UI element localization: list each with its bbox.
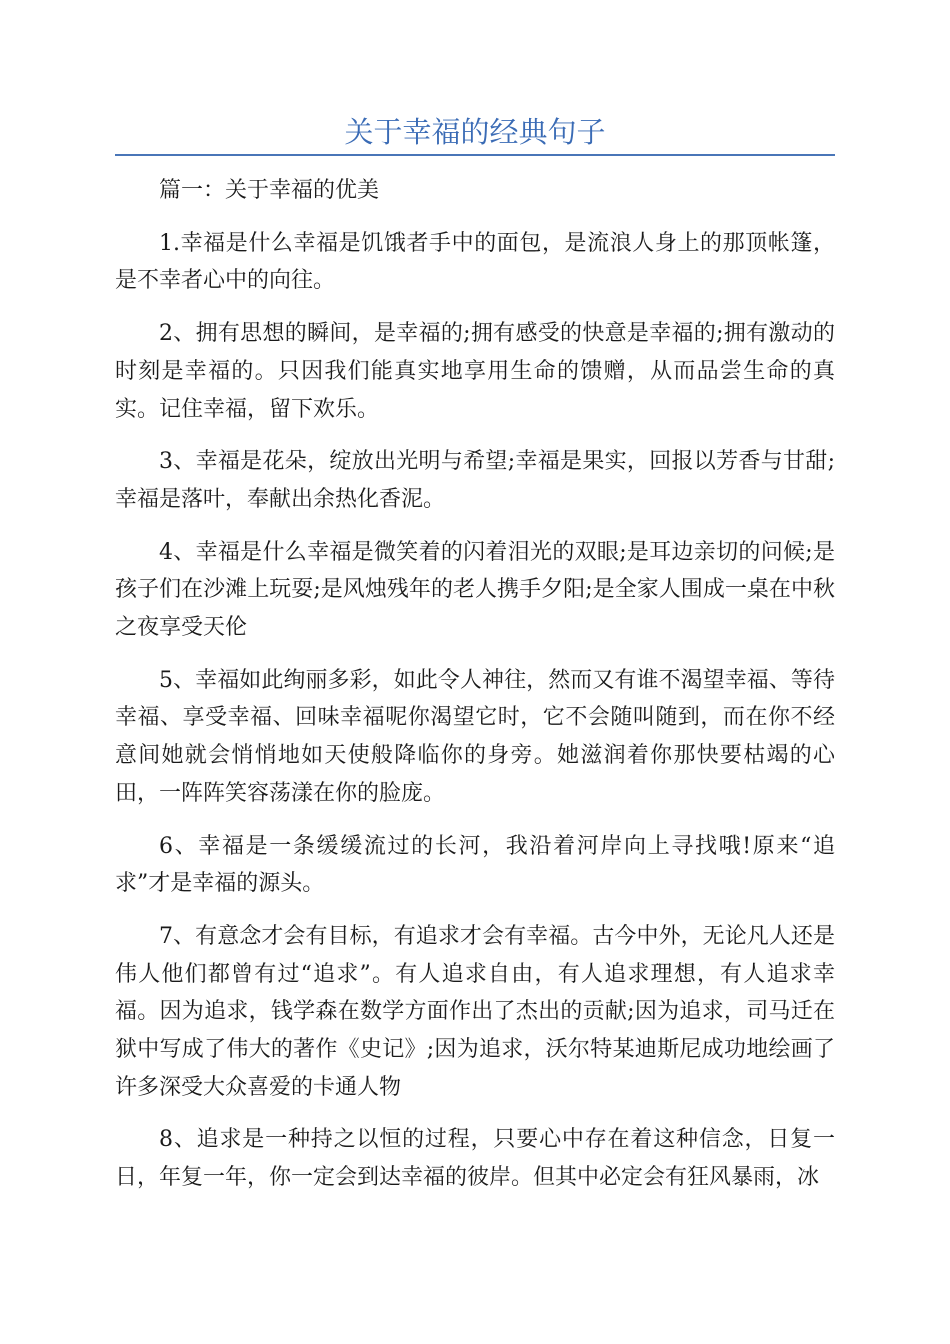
paragraph-7: 7、有意念才会有目标，有追求才会有幸福。古今中外，无论凡人还是伟人他们都曾有过“追求”。有人追求自由，有人追求理想，有人追求幸福。因为追求，钱学森在数学方面作出了杰出的贡献;因为追求，司马迁在狱中写成了伟大的著作《史记》;因为追求，沃尔特某迪斯尼成功地绘画了许多深受大众喜爱的卡通人物: [115, 923, 835, 1100]
paragraph-1: 1.幸福是什么幸福是饥饿者手中的面包，是流浪人身上的那顶帐篷，是不幸者心中的向往。: [115, 230, 835, 294]
paragraph-3: 3、幸福是花朵，绽放出光明与希望;幸福是果实，回报以芳香与甘甜;幸福是落叶，奉献出余热化香泥。: [115, 449, 835, 512]
paragraph-5: 5、幸福如此绚丽多彩，如此令人神往，然而又有谁不渴望幸福、等待幸福、享受幸福、回味幸福呢你渴望它时，它不会随叫随到，而在你不经意间她就会悄悄地如天使般降临你的身旁。她滋润着你那快要枯竭的心田，一阵阵笑容荡漾在你的脸庞。: [115, 667, 835, 806]
paragraph-2: 2、拥有思想的瞬间，是幸福的;拥有感受的快意是幸福的;拥有激动的时刻是幸福的。只因我们能真实地享用生命的馈赠，从而品尝生命的真实。记住幸福，留下欢乐。: [115, 321, 835, 422]
title-underline: [115, 154, 835, 156]
document-body: [115, 172, 835, 1212]
section-heading: 篇一：关于幸福的优美: [159, 178, 380, 203]
paragraph-6: 6、幸福是一条缓缓流过的长河，我沿着河岸向上寻找哦!原来“追求”才是幸福的源头。: [115, 833, 835, 897]
document-title: 关于幸福的经典句子: [344, 115, 606, 149]
paragraph-8: 8、追求是一种持之以恒的过程，只要心中存在着这种信念，日复一日，年复一年，你一定会到达幸福的彼岸。但其中必定会有狂风暴雨，冰: [115, 1127, 835, 1191]
paragraph-4: 4、幸福是什么幸福是微笑着的闪着泪光的双眼;是耳边亲切的问候;是孩子们在沙滩上玩耍;是风烛残年的老人携手夕阳;是全家人围成一桌在中秋之夜享受天伦: [115, 539, 835, 641]
